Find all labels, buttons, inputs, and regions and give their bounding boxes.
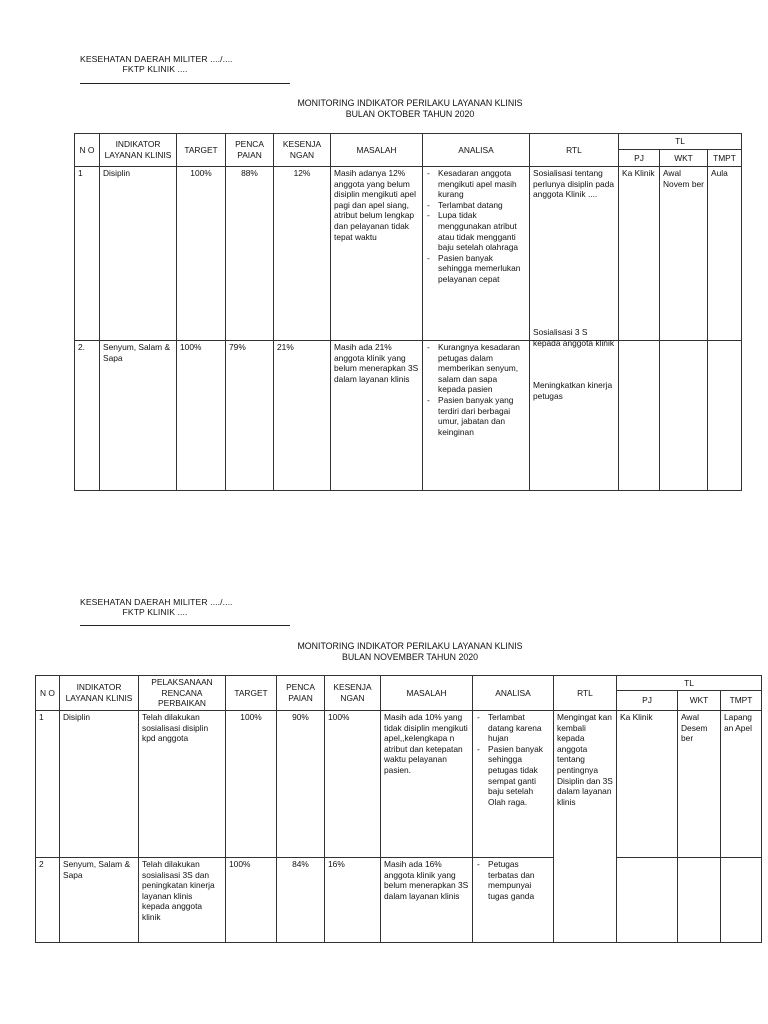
cell-pencapaian: 79%	[226, 341, 274, 491]
cell-no: 1	[36, 711, 60, 858]
nov-col-indikator: INDIKATOR LAYANAN KLINIS	[60, 676, 139, 711]
cell-wkt: Awal Desem ber	[678, 711, 721, 858]
oct-title-line1: MONITORING INDIKATOR PERILAKU LAYANAN KLINIS	[297, 98, 523, 108]
oct-col-pj: PJ	[619, 150, 660, 167]
table-row	[75, 341, 742, 491]
cell-analisa	[473, 858, 554, 943]
cell-pelaksanaan: Telah dilakukan sosialisasi disiplin kpd anggota	[139, 711, 226, 858]
oct-col-wkt: WKT	[660, 150, 708, 167]
analisa-item: - Pasien banyak yang terdiri dari berbagai umur, jabatan dan keinginan	[426, 395, 526, 437]
cell-pj: Ka Klinik	[617, 711, 678, 858]
nov-title	[150, 641, 670, 663]
nov-header-rule	[80, 625, 290, 626]
oct-col-indikator: INDIKATOR LAYANAN KLINIS	[100, 134, 177, 167]
oct-table	[74, 133, 742, 491]
nov-header-line2: FKTP KLINIK ....	[122, 607, 188, 617]
cell-pj	[617, 858, 678, 943]
nov-col-pencapaian: PENCA PAIAN	[277, 676, 325, 711]
cell-target: 100%	[177, 341, 226, 491]
cell-wkt	[660, 341, 708, 491]
cell-tmpt	[721, 858, 762, 943]
cell-target: 100%	[177, 167, 226, 341]
cell-kesenjangan: 16%	[325, 858, 381, 943]
cell-masalah: Masih adanya 12% anggota yang belum disiplin mengikuti apel pagi dan apel siang, atribut belum lengkap dan pelayanan tidak tepat waktu	[331, 167, 423, 341]
oct-col-target: TARGET	[177, 134, 226, 167]
analisa-item: - Terlambat datang karena hujan	[476, 712, 550, 744]
cell-analisa	[473, 711, 554, 858]
oct-col-tl: TL	[619, 134, 742, 150]
table-row	[75, 167, 742, 341]
nov-header-line1: KESEHATAN DAERAH MILITER ..../....	[80, 597, 233, 607]
cell-pencapaian: 90%	[277, 711, 325, 858]
table-row	[36, 711, 762, 858]
nov-col-tmpt: TMPT	[721, 691, 762, 711]
nov-col-pelaksanaan: PELAKSANAAN RENCANA PERBAIKAN	[139, 676, 226, 711]
analisa-item: - Lupa tidak menggunakan atribut atau tidak mengganti baju setelah olahraga	[426, 210, 526, 252]
analisa-item: - Pasien banyak sehingga petugas tidak sempat ganti baju setelah Olah raga.	[476, 744, 550, 808]
nov-col-masalah: MASALAH	[381, 676, 473, 711]
cell-wkt	[678, 858, 721, 943]
cell-target: 100%	[226, 858, 277, 943]
oct-header	[80, 54, 233, 74]
analisa-item: - Terlambat datang	[426, 200, 526, 211]
cell-rtl: Sosialisasi tentang perlunya disiplin pada anggota Klinik ....	[530, 167, 619, 341]
cell-tmpt: Aula	[708, 167, 742, 341]
cell-tmpt: Lapang an Apel	[721, 711, 762, 858]
oct-col-rtl: RTL	[530, 134, 619, 167]
table-row	[36, 858, 762, 943]
cell-indikator: Disiplin	[100, 167, 177, 341]
cell-indikator: Senyum, Salam & Sapa	[60, 858, 139, 943]
nov-table	[35, 675, 762, 943]
oct-title	[150, 98, 670, 120]
cell-kesenjangan: 21%	[274, 341, 331, 491]
nov-col-target: TARGET	[226, 676, 277, 711]
nov-col-wkt: WKT	[678, 691, 721, 711]
cell-indikator: Senyum, Salam & Sapa	[100, 341, 177, 491]
cell-wkt: Awal Novem ber	[660, 167, 708, 341]
cell-masalah: Masih ada 10% yang tidak disiplin mengikuti apel,,kelengkapa n atribut dan ketepatan waktu pelayanan pasien.	[381, 711, 473, 858]
analisa-item: - Petugas terbatas dan mempunyai tugas ganda	[476, 859, 550, 901]
cell-target: 100%	[226, 711, 277, 858]
nov-title-line2: BULAN NOVEMBER TAHUN 2020	[341, 652, 479, 662]
analisa-item: - Pasien banyak sehingga memerlukan pelayanan cepat	[426, 253, 526, 285]
cell-pj: Ka Klinik	[619, 167, 660, 341]
cell-no: 2	[36, 858, 60, 943]
oct-header-line1: KESEHATAN DAERAH MILITER ..../....	[80, 54, 233, 64]
oct-col-analisa: ANALISA	[423, 134, 530, 167]
cell-indikator: Disiplin	[60, 711, 139, 858]
nov-col-kesenjangan: KESENJA NGAN	[325, 676, 381, 711]
cell-kesenjangan: 100%	[325, 711, 381, 858]
cell-rtl	[530, 327, 619, 491]
nov-col-rtl: RTL	[554, 676, 617, 711]
cell-pj	[619, 341, 660, 491]
cell-tmpt	[708, 341, 742, 491]
oct-header-rule	[80, 83, 290, 84]
rtl-item: Sosialisasi 3 S kepada anggota klinik	[533, 327, 615, 348]
oct-title-line2: BULAN OKTOBER TAHUN 2020	[345, 109, 475, 119]
analisa-item: - Kurangnya kesadaran petugas dalam memberikan senyum, salam dan sapa kepada pasien	[426, 342, 526, 395]
nov-col-analisa: ANALISA	[473, 676, 554, 711]
nov-col-tl: TL	[617, 676, 762, 691]
oct-col-masalah: MASALAH	[331, 134, 423, 167]
cell-rtl: Mengingat kan kembali kepada anggota tentang pentingnya Disiplin dan 3S dalam layanan klinis	[554, 711, 617, 943]
oct-col-no: N O	[75, 134, 100, 167]
nov-title-line1: MONITORING INDIKATOR PERILAKU LAYANAN KLINIS	[297, 641, 523, 651]
cell-masalah: Masih ada 16% anggota klinik yang belum menerapkan 3S dalam layanan klinis	[381, 858, 473, 943]
nov-col-pj: PJ	[617, 691, 678, 711]
cell-masalah: Masih ada 21% anggota klinik yang belum menerapkan 3S dalam layanan klinis	[331, 341, 423, 491]
cell-pencapaian: 84%	[277, 858, 325, 943]
rtl-item: Meningkatkan kinerja petugas	[533, 380, 613, 401]
nov-header	[80, 597, 233, 617]
cell-kesenjangan: 12%	[274, 167, 331, 341]
cell-pencapaian: 88%	[226, 167, 274, 341]
analisa-item: - Kesadaran anggota mengikuti apel masih kurang	[426, 168, 526, 200]
nov-col-no: N O	[36, 676, 60, 711]
oct-col-tmpt: TMPT	[708, 150, 742, 167]
oct-col-kesenjangan: KESENJA NGAN	[274, 134, 331, 167]
cell-analisa	[423, 341, 530, 491]
oct-col-pencapaian: PENCA PAIAN	[226, 134, 274, 167]
cell-analisa	[423, 167, 530, 341]
cell-no: 2.	[75, 341, 100, 491]
cell-no: 1	[75, 167, 100, 341]
cell-pelaksanaan: Telah dilakukan sosialisasi 3S dan peningkatan kinerja layanan klinis kepada anggota klinik	[139, 858, 226, 943]
oct-header-line2: FKTP KLINIK ....	[122, 64, 188, 74]
